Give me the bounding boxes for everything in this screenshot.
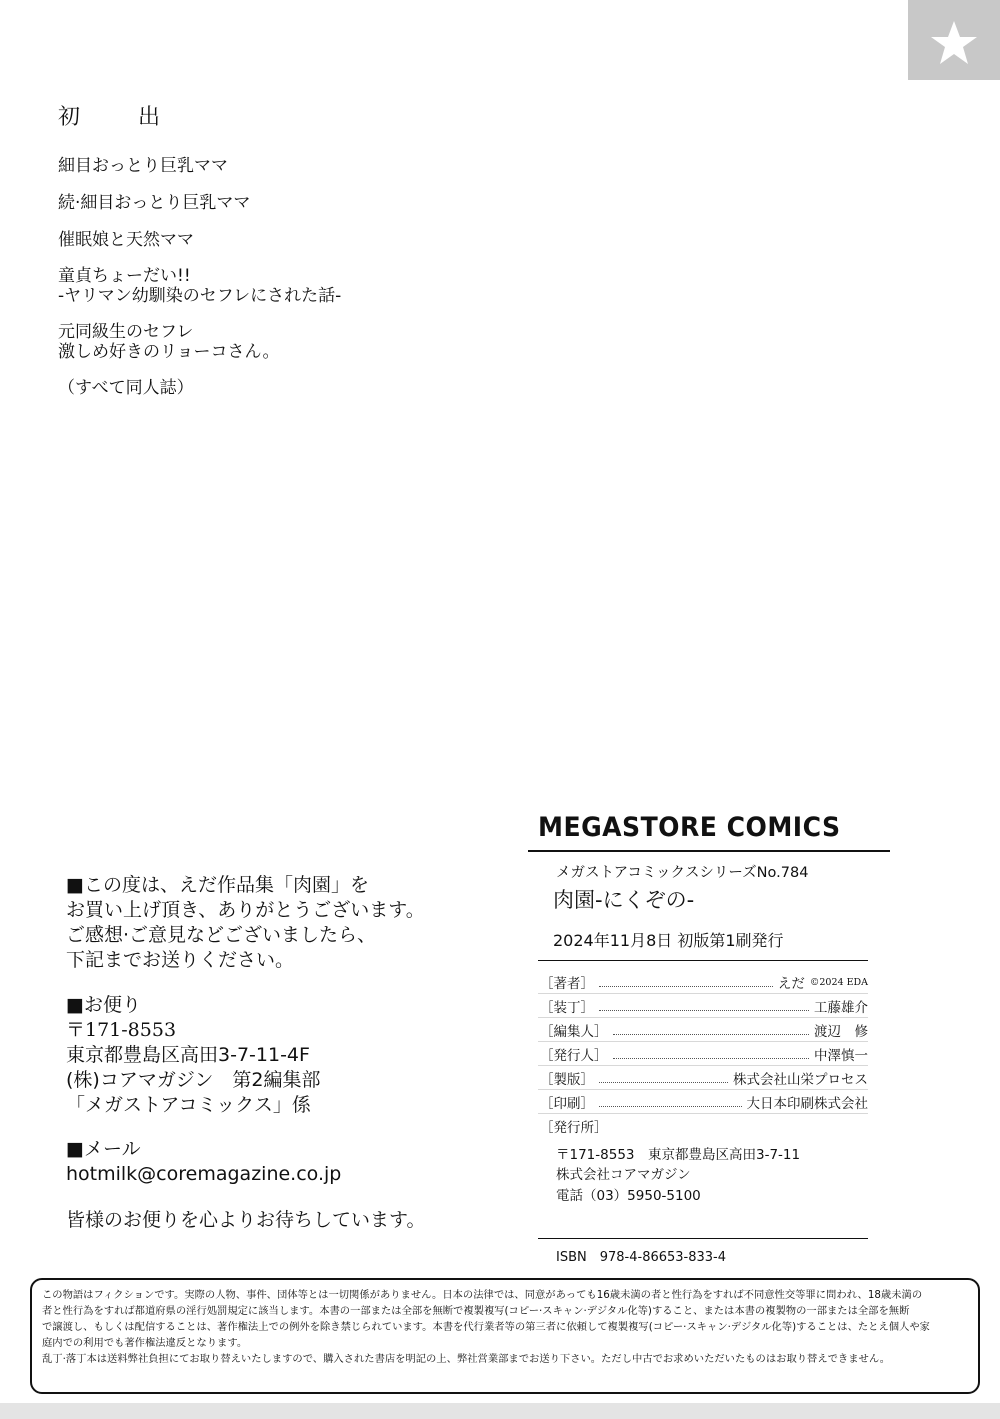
publication-date: 2024年11月8日 初版第1刷発行: [553, 931, 784, 950]
leader-dots: [613, 1049, 810, 1059]
thanks-line: 下記までお送りください。: [66, 949, 295, 971]
thanks-line: お買い上げ頂き、ありがとうございます。: [66, 899, 425, 921]
credit-value: 渡辺 修: [814, 1024, 868, 1040]
work-subtitle: 激しめ好きのリョーコさん。: [58, 342, 280, 362]
credit-label: ［装丁］: [540, 1000, 594, 1016]
row-divider: [538, 1089, 868, 1090]
credit-row-printing: [540, 1092, 868, 1112]
isbn: ISBN 978-4-86653-833-4: [556, 1250, 727, 1265]
credit-label: ［発行所］: [540, 1120, 608, 1136]
leader-dots: [599, 1001, 809, 1011]
disclaimer-line: この物語はフィクションです。実際の人物、事件、団体等とは一切関係がありません。日本の法律では、同意があっても16歳未満の者と性行為をすれば不同意性交等罪に問われ、18歳未満の: [42, 1289, 923, 1301]
isbn-divider: [538, 1238, 868, 1239]
brand-text: MEGASTORE COMICS: [538, 812, 841, 843]
disclaimer-line: 庭内での利用でも著作権法違反となります。: [42, 1337, 248, 1349]
credit-row-author: [540, 972, 868, 992]
credit-label: ［著者］: [540, 976, 594, 992]
disclaimer-line: で譲渡し、もしくは配信することは、著作権法上での例外を除き禁じられています。本書を代行業者等の第三者に依頼して複製複写(コピー·スキャン·デジタル化等)することは、たとえ個人や家: [42, 1321, 930, 1333]
credit-row-publisher: [540, 1116, 868, 1136]
credit-value: 工藤雄介: [814, 1000, 868, 1016]
leader-dots: [613, 1025, 810, 1035]
series-number: メガストアコミックスシリーズNo.784: [556, 865, 809, 881]
letter-recipient: 「メガストアコミックス」係: [66, 1094, 311, 1116]
row-divider: [538, 993, 868, 994]
letter-heading: ■お便り: [66, 994, 141, 1016]
credit-label: ［編集人］: [540, 1024, 608, 1040]
letter-address: 東京都豊島区高田3-7-11-4F: [66, 1044, 310, 1066]
credit-row-design: [540, 996, 868, 1016]
work-title: 催眠娘と天然ママ: [58, 230, 194, 250]
work-title: 続·細目おっとり巨乳ママ: [58, 193, 251, 213]
leader-dots: [599, 1073, 728, 1083]
work-title: 童貞ちょーだい!!: [58, 266, 191, 286]
work-title: 元同級生のセフレ: [58, 322, 194, 342]
brand-logo: [538, 812, 883, 846]
credit-value: えだ: [777, 976, 805, 992]
credit-label: ［印刷］: [540, 1096, 594, 1112]
legal-disclaimer-box: [30, 1278, 980, 1394]
thanks-line: ご感想·ご意見などございましたら、: [66, 924, 377, 946]
leader-dots: [599, 977, 773, 987]
credit-value: 株式会社山栄プロセス: [733, 1072, 868, 1088]
disclaimer-line: 乱丁·落丁本は送料弊社負担にてお取り替えいたしますので、購入された書店を明記の上、弊社営業部までお送り下さい。ただし中古でお求めいただいたものはお取り替えできません。: [42, 1353, 891, 1365]
publisher-phone: 電話（03）5950-5100: [556, 1188, 701, 1204]
credit-label: ［発行人］: [540, 1048, 608, 1064]
doujin-note: （すべて同人誌）: [58, 378, 194, 398]
book-title: 肉園-にくぞの-: [553, 888, 695, 912]
publisher-name: 株式会社コアマガジン: [556, 1167, 691, 1183]
row-divider: [538, 1017, 868, 1018]
copyright-notice: ©2024 EDA: [809, 976, 868, 988]
publisher-address: 〒171-8553 東京都豊島区高田3-7-11: [556, 1147, 801, 1163]
credit-row-editor: [540, 1020, 868, 1040]
thanks-line: ■この度は、えだ作品集「肉園」を: [66, 874, 369, 896]
work-title: 細目おっとり巨乳ママ: [58, 156, 228, 176]
disclaimer-line: 者と性行為をすれば都道府県の淫行処罰規定に該当します。本書の一部または全部を無断で複製複写(コピー·スキャン·デジタル化等)すること、または本書の複製物の一部または全部を無断: [42, 1305, 910, 1317]
corner-star-tab: [908, 0, 1000, 80]
bottom-band: [0, 1403, 1000, 1419]
row-divider: [538, 1065, 868, 1066]
closing-line: 皆様のお便りを心よりお待ちしています。: [66, 1209, 426, 1231]
postal-code: 〒171-8553: [66, 1019, 177, 1041]
credit-row-publisher-person: [540, 1044, 868, 1064]
mail-address[interactable]: hotmilk@coremagazine.co.jp: [66, 1163, 342, 1185]
credit-value: 中澤慎一: [814, 1048, 868, 1064]
letter-company: (株)コアマガジン 第2編集部: [66, 1069, 321, 1091]
credit-row-plate: [540, 1068, 868, 1088]
row-divider: [538, 1041, 868, 1042]
leader-dots: [599, 1097, 742, 1107]
star-icon: [930, 20, 978, 66]
row-divider: [538, 1113, 868, 1114]
credits-divider: [538, 960, 868, 961]
mail-heading: ■メール: [66, 1138, 141, 1160]
credit-label: ［製版］: [540, 1072, 594, 1088]
brand-divider: [528, 850, 890, 852]
credit-value: 大日本印刷株式会社: [746, 1096, 868, 1112]
work-subtitle: -ヤリマン幼馴染のセフレにされた話-: [58, 286, 342, 306]
first-appearance-heading: 初 出: [58, 105, 179, 130]
